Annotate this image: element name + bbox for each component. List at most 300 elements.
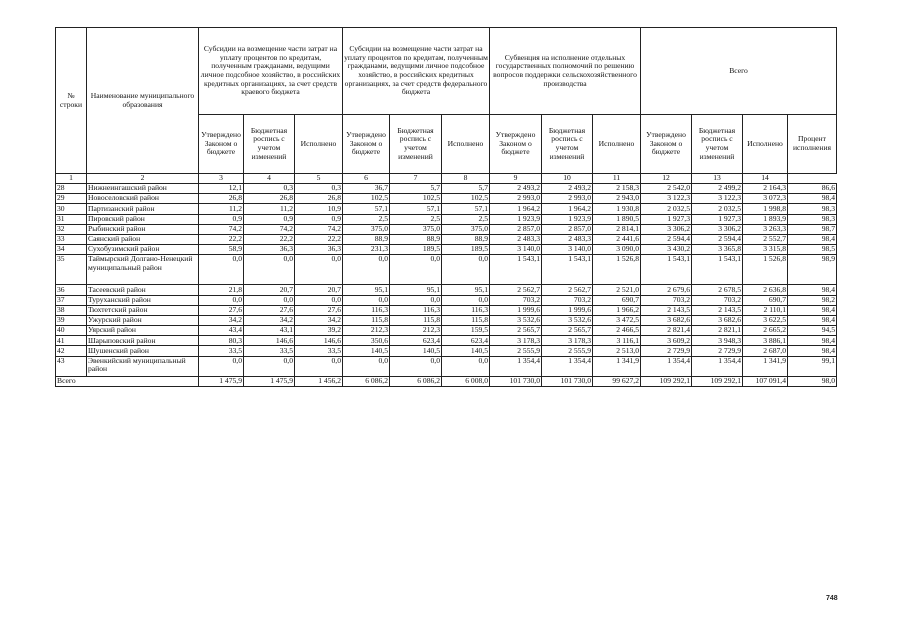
row-number: 35 (56, 255, 87, 285)
value-cell: 2 542,0 (641, 184, 692, 194)
table-row (56, 245, 837, 255)
value-cell: 2 594,4 (641, 234, 692, 244)
value-cell: 2 821,4 (641, 326, 692, 336)
value-cell: 2 552,7 (743, 234, 788, 244)
value-cell: 0,0 (442, 356, 490, 376)
value-cell: 2 687,0 (743, 346, 788, 356)
value-cell: 3 532,6 (490, 315, 542, 325)
value-cell: 57,1 (343, 204, 390, 214)
table-row (56, 295, 837, 305)
value-cell: 2 993,0 (542, 194, 593, 204)
value-cell: 102,5 (390, 194, 442, 204)
column-number-row (56, 174, 837, 184)
municipality-name: Тасеевский район (87, 285, 199, 295)
value-cell: 2 729,9 (692, 346, 743, 356)
value-cell: 1 893,9 (743, 214, 788, 224)
value-cell: 22,2 (295, 234, 343, 244)
value-cell: 2 857,0 (542, 224, 593, 234)
value-cell: 375,0 (390, 224, 442, 234)
value-cell: 0,3 (244, 184, 295, 194)
value-cell: 2 158,3 (593, 184, 641, 194)
header-budget-schedule: Бюджетная роспись с учетом изменений (692, 115, 743, 174)
value-cell: 20,7 (244, 285, 295, 295)
value-cell: 2 466,5 (593, 326, 641, 336)
value-cell: 2 857,0 (490, 224, 542, 234)
value-cell: 98,5 (788, 245, 837, 255)
value-cell: 0,0 (199, 255, 244, 285)
header-executed: Исполнено (593, 115, 641, 174)
value-cell: 0,3 (295, 184, 343, 194)
value-cell: 34,2 (244, 315, 295, 325)
value-cell: 27,6 (295, 305, 343, 315)
value-cell: 1 543,1 (490, 255, 542, 285)
value-cell: 703,2 (641, 295, 692, 305)
value-cell: 375,0 (442, 224, 490, 234)
value-cell: 86,6 (788, 184, 837, 194)
value-cell: 0,0 (390, 356, 442, 376)
value-cell: 2 441,6 (593, 234, 641, 244)
value-cell: 98,3 (788, 214, 837, 224)
header-approved: Утверждено Законом о бюджете (343, 115, 390, 174)
value-cell: 5,7 (442, 184, 490, 194)
value-cell: 11,2 (199, 204, 244, 214)
table-row (56, 326, 837, 336)
value-cell: 12,1 (199, 184, 244, 194)
value-cell: 0,0 (442, 255, 490, 285)
value-cell: 116,3 (343, 305, 390, 315)
value-cell: 350,6 (343, 336, 390, 346)
value-cell: 5,7 (390, 184, 442, 194)
table-row (56, 305, 837, 315)
municipality-name: Партизанский район (87, 204, 199, 214)
value-cell: 2 521,0 (593, 285, 641, 295)
value-cell: 2 565,7 (490, 326, 542, 336)
row-number: 36 (56, 285, 87, 295)
value-cell: 3 072,3 (743, 194, 788, 204)
value-cell: 140,5 (343, 346, 390, 356)
value-cell: 98,4 (788, 234, 837, 244)
header-approved: Утверждено Законом о бюджете (199, 115, 244, 174)
value-cell: 26,8 (199, 194, 244, 204)
value-cell: 39,2 (295, 326, 343, 336)
row-number: 33 (56, 234, 87, 244)
total-value-cell: 1 475,9 (244, 376, 295, 387)
value-cell: 212,3 (390, 326, 442, 336)
value-cell: 1 964,2 (490, 204, 542, 214)
value-cell: 0,0 (295, 295, 343, 305)
value-cell: 2 562,7 (490, 285, 542, 295)
value-cell: 98,3 (788, 204, 837, 214)
value-cell: 58,9 (199, 245, 244, 255)
page-number: 748 (826, 595, 838, 602)
value-cell: 26,8 (295, 194, 343, 204)
header-budget-schedule: Бюджетная роспись с учетом изменений (244, 115, 295, 174)
value-cell: 231,3 (343, 245, 390, 255)
total-value-cell: 1 475,9 (199, 376, 244, 387)
row-number: 29 (56, 194, 87, 204)
value-cell: 2 143,5 (641, 305, 692, 315)
value-cell: 3 122,3 (692, 194, 743, 204)
total-value-cell: 6 086,2 (343, 376, 390, 387)
value-cell: 2,5 (343, 214, 390, 224)
value-cell: 3 365,8 (692, 245, 743, 255)
row-number: 30 (56, 204, 87, 214)
total-value-cell: 99 627,2 (593, 376, 641, 387)
value-cell: 34,2 (199, 315, 244, 325)
municipality-name: Новоселовский район (87, 194, 199, 204)
table-row (56, 194, 837, 204)
value-cell: 26,8 (244, 194, 295, 204)
row-number: 32 (56, 224, 87, 234)
header-budget-schedule: Бюджетная роспись с учетом изменений (390, 115, 442, 174)
value-cell: 98,2 (788, 295, 837, 305)
value-cell: 102,5 (442, 194, 490, 204)
total-value-cell: 109 292,1 (692, 376, 743, 387)
value-cell: 27,6 (244, 305, 295, 315)
header-group-subvention: Субвенция на исполнение отдельных государственных полномочий по решению вопросов поддержки сельскохозяйственного производства (490, 28, 641, 115)
value-cell: 1 923,9 (542, 214, 593, 224)
value-cell: 98,4 (788, 336, 837, 346)
value-cell: 57,1 (390, 204, 442, 214)
value-cell: 2 032,5 (692, 204, 743, 214)
value-cell: 0,0 (343, 255, 390, 285)
municipality-name: Шарыповский район (87, 336, 199, 346)
value-cell: 2 493,2 (542, 184, 593, 194)
value-cell: 0,0 (244, 295, 295, 305)
value-cell: 88,9 (343, 234, 390, 244)
column-number: 5 (295, 174, 343, 184)
header-group-federal-subsidy: Субсидии на возмещение части затрат на уплату процентов по кредитам, полученным гражданами, ведущими личное подсобное хозяйство, в российских кредитных организациях, за счет средств федерального бюджета (343, 28, 490, 115)
value-cell: 3 178,3 (490, 336, 542, 346)
value-cell: 690,7 (743, 295, 788, 305)
value-cell: 189,5 (442, 245, 490, 255)
value-cell: 3 315,8 (743, 245, 788, 255)
value-cell: 36,7 (343, 184, 390, 194)
value-cell: 1 526,8 (593, 255, 641, 285)
total-value-cell: 101 730,0 (490, 376, 542, 387)
value-cell: 3 948,3 (692, 336, 743, 346)
value-cell: 95,1 (442, 285, 490, 295)
header-percent: Процент исполнения (788, 115, 837, 174)
value-cell: 34,2 (295, 315, 343, 325)
value-cell: 98,4 (788, 346, 837, 356)
value-cell: 0,9 (244, 214, 295, 224)
value-cell: 2 594,4 (692, 234, 743, 244)
column-number: 6 (343, 174, 390, 184)
value-cell: 98,9 (788, 255, 837, 285)
value-cell: 74,2 (199, 224, 244, 234)
municipality-name: Пировский район (87, 214, 199, 224)
report-table (55, 27, 837, 387)
table-row (56, 255, 837, 285)
municipality-name: Сухобузимский район (87, 245, 199, 255)
header-group-regional-subsidy: Субсидии на возмещение части затрат на уплату процентов по кредитам, полученным гражданами, ведущими личное подсобное хозяйство, в российских кредитных организациях, за счет средств краевого бюджета (199, 28, 343, 115)
value-cell: 3 622,5 (743, 315, 788, 325)
value-cell: 212,3 (343, 326, 390, 336)
value-cell: 80,3 (199, 336, 244, 346)
municipality-name: Саянский район (87, 234, 199, 244)
value-cell: 57,1 (442, 204, 490, 214)
value-cell: 189,5 (390, 245, 442, 255)
value-cell: 3 140,0 (542, 245, 593, 255)
row-number: 39 (56, 315, 87, 325)
table-row (56, 356, 837, 376)
row-number: 34 (56, 245, 87, 255)
column-number: 7 (390, 174, 442, 184)
header-executed: Исполнено (295, 115, 343, 174)
value-cell: 98,7 (788, 224, 837, 234)
table-row (56, 224, 837, 234)
municipality-name: Тюхтетский район (87, 305, 199, 315)
value-cell: 3 263,3 (743, 224, 788, 234)
value-cell: 0,9 (199, 214, 244, 224)
value-cell: 703,2 (542, 295, 593, 305)
value-cell: 2 636,8 (743, 285, 788, 295)
value-cell: 1 999,6 (490, 305, 542, 315)
value-cell: 1 354,4 (641, 356, 692, 376)
value-cell: 0,0 (199, 356, 244, 376)
municipality-name: Ужурский район (87, 315, 199, 325)
total-value-cell: 6 086,2 (390, 376, 442, 387)
value-cell: 146,6 (295, 336, 343, 346)
value-cell: 3 090,0 (593, 245, 641, 255)
column-number: 9 (490, 174, 542, 184)
row-number: 37 (56, 295, 87, 305)
value-cell: 99,1 (788, 356, 837, 376)
value-cell: 1 341,9 (743, 356, 788, 376)
value-cell: 115,8 (442, 315, 490, 325)
value-cell: 1 354,4 (542, 356, 593, 376)
value-cell: 36,3 (244, 245, 295, 255)
column-number: 1 (56, 174, 87, 184)
value-cell: 11,2 (244, 204, 295, 214)
value-cell: 3 472,5 (593, 315, 641, 325)
table-row (56, 204, 837, 214)
table-body (56, 184, 837, 387)
value-cell: 140,5 (390, 346, 442, 356)
municipality-name: Эвенкийский муниципальный район (87, 356, 199, 376)
value-cell: 36,3 (295, 245, 343, 255)
row-number: 43 (56, 356, 87, 376)
value-cell: 1 341,9 (593, 356, 641, 376)
value-cell: 0,0 (390, 255, 442, 285)
value-cell: 1 354,4 (692, 356, 743, 376)
value-cell: 690,7 (593, 295, 641, 305)
value-cell: 2 993,0 (490, 194, 542, 204)
value-cell: 3 682,6 (692, 315, 743, 325)
value-cell: 27,6 (199, 305, 244, 315)
value-cell: 2 483,3 (490, 234, 542, 244)
municipality-name: Нижнеингашский район (87, 184, 199, 194)
header-municipality: Наименование муниципального образования (87, 28, 199, 174)
total-row (56, 376, 837, 387)
value-cell: 1 543,1 (692, 255, 743, 285)
value-cell: 2 110,1 (743, 305, 788, 315)
value-cell: 2 562,7 (542, 285, 593, 295)
column-number: 12 (641, 174, 692, 184)
header-budget-schedule: Бюджетная роспись с учетом изменений (542, 115, 593, 174)
column-number: 2 (87, 174, 199, 184)
row-number: 28 (56, 184, 87, 194)
value-cell: 115,8 (390, 315, 442, 325)
value-cell: 2 814,1 (593, 224, 641, 234)
value-cell: 2 143,5 (692, 305, 743, 315)
value-cell: 2 943,0 (593, 194, 641, 204)
column-number: 4 (244, 174, 295, 184)
value-cell: 1 927,3 (692, 214, 743, 224)
value-cell: 3 886,1 (743, 336, 788, 346)
value-cell: 3 116,1 (593, 336, 641, 346)
municipality-name: Шушенский район (87, 346, 199, 356)
value-cell: 3 532,6 (542, 315, 593, 325)
value-cell: 115,8 (343, 315, 390, 325)
total-value-cell: 101 730,0 (542, 376, 593, 387)
value-cell: 1 543,1 (542, 255, 593, 285)
value-cell: 1 354,4 (490, 356, 542, 376)
value-cell: 3 178,3 (542, 336, 593, 346)
total-value-cell: 98,0 (788, 376, 837, 387)
value-cell: 3 609,2 (641, 336, 692, 346)
table-row (56, 234, 837, 244)
value-cell: 3 306,2 (692, 224, 743, 234)
value-cell: 20,7 (295, 285, 343, 295)
value-cell: 98,4 (788, 285, 837, 295)
value-cell: 2 513,0 (593, 346, 641, 356)
column-number: 8 (442, 174, 490, 184)
value-cell: 3 430,2 (641, 245, 692, 255)
total-value-cell: 6 008,0 (442, 376, 490, 387)
value-cell: 95,1 (390, 285, 442, 295)
value-cell: 22,2 (199, 234, 244, 244)
municipality-name: Туруханский район (87, 295, 199, 305)
row-number: 41 (56, 336, 87, 346)
value-cell: 159,5 (442, 326, 490, 336)
column-number: 3 (199, 174, 244, 184)
column-number: 13 (692, 174, 743, 184)
value-cell: 22,2 (244, 234, 295, 244)
value-cell: 2 032,5 (641, 204, 692, 214)
value-cell: 94,5 (788, 326, 837, 336)
total-value-cell: 107 091,4 (743, 376, 788, 387)
value-cell: 0,0 (295, 356, 343, 376)
value-cell: 1 998,8 (743, 204, 788, 214)
value-cell: 2 679,6 (641, 285, 692, 295)
value-cell: 98,4 (788, 194, 837, 204)
value-cell: 116,3 (442, 305, 490, 315)
value-cell: 375,0 (343, 224, 390, 234)
value-cell: 3 122,3 (641, 194, 692, 204)
total-value-cell: 109 292,1 (641, 376, 692, 387)
value-cell: 0,0 (343, 295, 390, 305)
value-cell: 88,9 (390, 234, 442, 244)
value-cell: 0,0 (343, 356, 390, 376)
row-number: 40 (56, 326, 87, 336)
table-row (56, 336, 837, 346)
value-cell: 703,2 (490, 295, 542, 305)
value-cell: 116,3 (390, 305, 442, 315)
value-cell: 1 543,1 (641, 255, 692, 285)
value-cell: 140,5 (442, 346, 490, 356)
value-cell: 0,9 (295, 214, 343, 224)
value-cell: 95,1 (343, 285, 390, 295)
header-executed: Исполнено (442, 115, 490, 174)
total-value-cell: 1 456,2 (295, 376, 343, 387)
value-cell: 2 164,3 (743, 184, 788, 194)
value-cell: 0,0 (390, 295, 442, 305)
header-approved: Утверждено Законом о бюджете (641, 115, 692, 174)
value-cell: 2 678,5 (692, 285, 743, 295)
column-number: 11 (593, 174, 641, 184)
header-executed: Исполнено (743, 115, 788, 174)
value-cell: 2 665,2 (743, 326, 788, 336)
value-cell: 703,2 (692, 295, 743, 305)
value-cell: 0,0 (244, 356, 295, 376)
value-cell: 1 526,8 (743, 255, 788, 285)
value-cell: 3 140,0 (490, 245, 542, 255)
table-header (56, 28, 837, 184)
value-cell: 1 890,5 (593, 214, 641, 224)
value-cell: 1 964,2 (542, 204, 593, 214)
value-cell: 2 565,7 (542, 326, 593, 336)
value-cell: 3 306,2 (641, 224, 692, 234)
value-cell: 623,4 (442, 336, 490, 346)
value-cell: 2,5 (442, 214, 490, 224)
column-number: 10 (542, 174, 593, 184)
value-cell: 1 966,2 (593, 305, 641, 315)
value-cell: 2 499,2 (692, 184, 743, 194)
value-cell: 33,5 (295, 346, 343, 356)
value-cell: 1 930,8 (593, 204, 641, 214)
value-cell: 0,0 (442, 295, 490, 305)
table-row (56, 285, 837, 295)
header-group-total: Всего (641, 28, 837, 115)
row-number: 42 (56, 346, 87, 356)
header-row-number: № строки (56, 28, 87, 174)
value-cell: 43,1 (244, 326, 295, 336)
table-row (56, 184, 837, 194)
value-cell: 21,8 (199, 285, 244, 295)
value-cell: 98,4 (788, 315, 837, 325)
table-row (56, 346, 837, 356)
table-row (56, 214, 837, 224)
total-label: Всего (56, 376, 199, 387)
value-cell: 43,4 (199, 326, 244, 336)
value-cell: 102,5 (343, 194, 390, 204)
value-cell: 2 555,9 (542, 346, 593, 356)
municipality-name: Уярский район (87, 326, 199, 336)
value-cell: 2,5 (390, 214, 442, 224)
value-cell: 146,6 (244, 336, 295, 346)
value-cell: 2 493,2 (490, 184, 542, 194)
value-cell: 98,4 (788, 305, 837, 315)
row-number: 38 (56, 305, 87, 315)
value-cell: 0,0 (199, 295, 244, 305)
value-cell: 2 555,9 (490, 346, 542, 356)
value-cell: 33,5 (199, 346, 244, 356)
value-cell: 0,0 (295, 255, 343, 285)
value-cell: 0,0 (244, 255, 295, 285)
row-number: 31 (56, 214, 87, 224)
value-cell: 1 923,9 (490, 214, 542, 224)
municipality-name: Рыбинский район (87, 224, 199, 234)
value-cell: 88,9 (442, 234, 490, 244)
municipality-name: Таймырский Долгано-Ненецкий муниципальный район (87, 255, 199, 285)
value-cell: 623,4 (390, 336, 442, 346)
value-cell: 33,5 (244, 346, 295, 356)
value-cell: 74,2 (244, 224, 295, 234)
table-row (56, 315, 837, 325)
value-cell: 2 821,1 (692, 326, 743, 336)
